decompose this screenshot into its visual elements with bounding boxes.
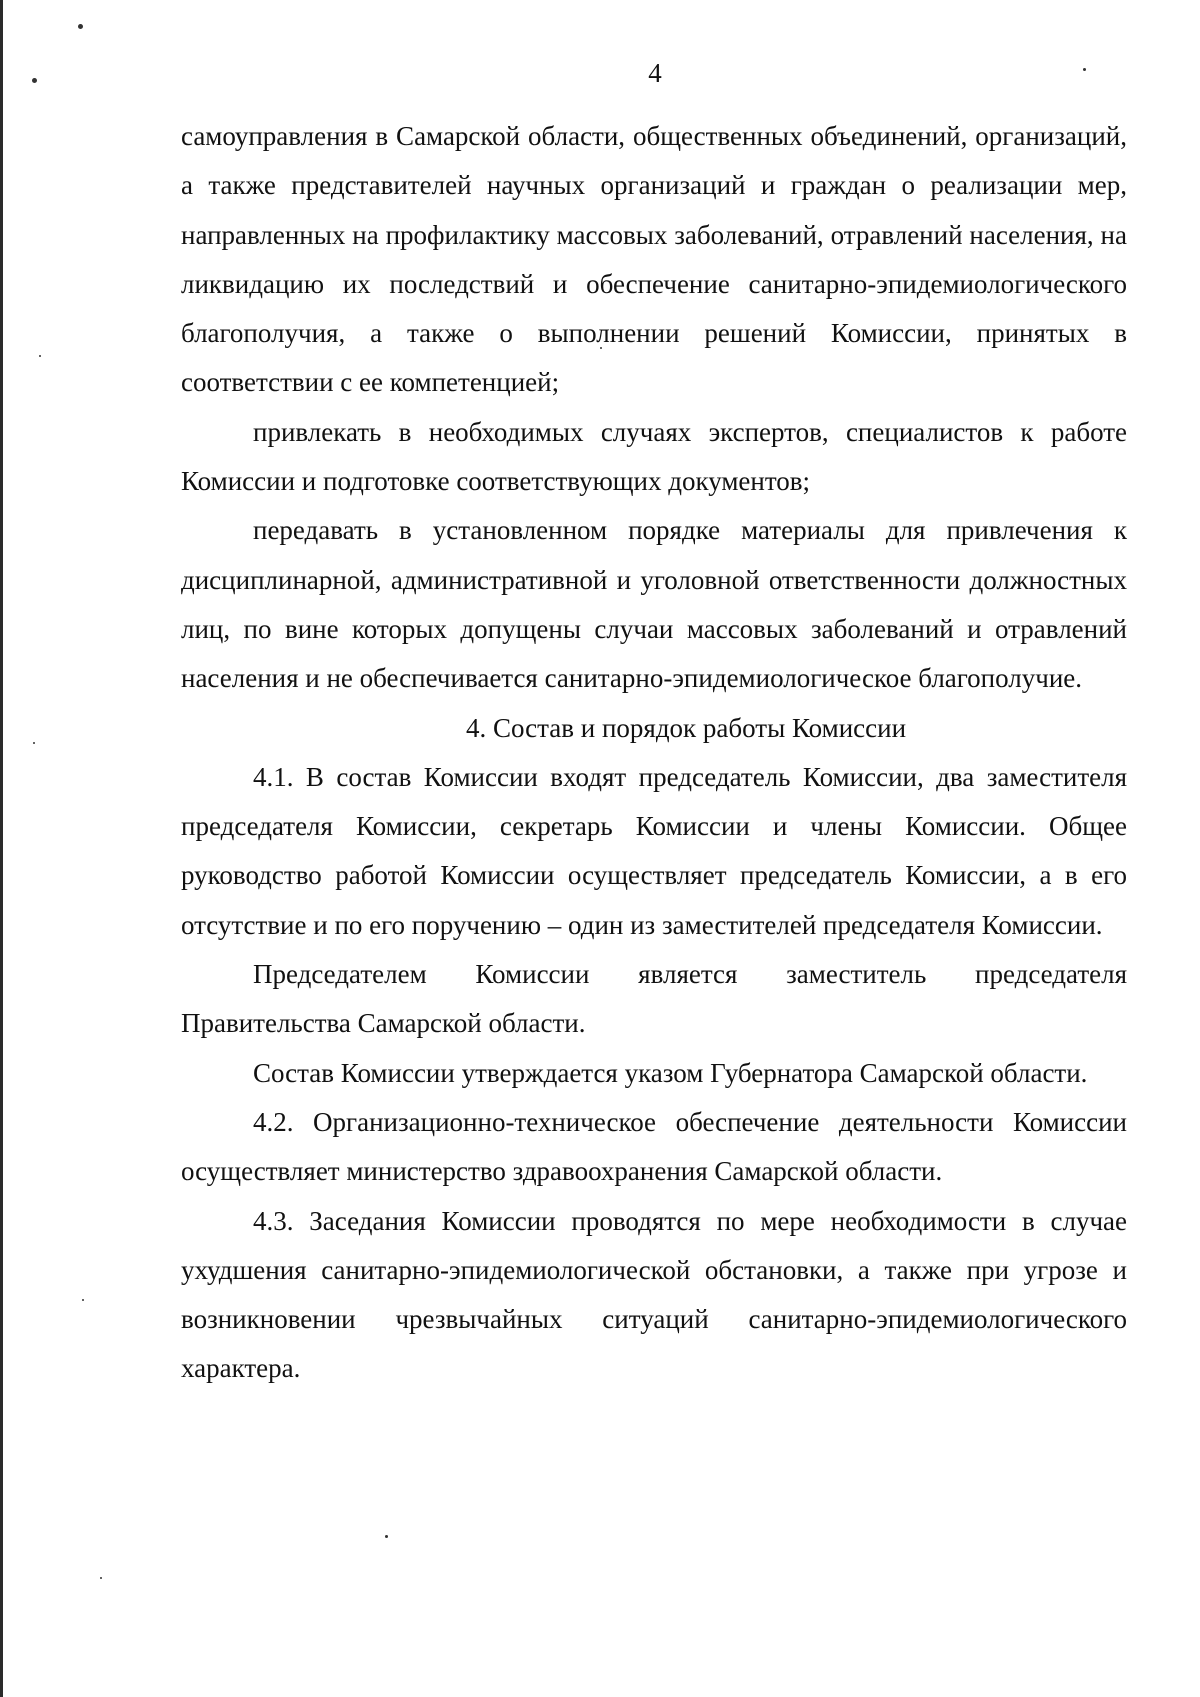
- scan-speck: [33, 742, 35, 744]
- section-heading: 4. Состав и порядок работы Комиссии: [465, 712, 907, 743]
- page-number: 4: [648, 58, 662, 88]
- body-paragraph: 4.3. Заседания Комиссии проводятся по мере необходимости в случае ухудшения санитарно-эпидемиологической обстановки, а также при угрозе и возникновении чрезвычайных ситуаций санитарно-эпидемиологического характера.: [181, 1205, 1127, 1384]
- scan-edge-line: [0, 0, 3, 1697]
- body-paragraph: привлекать в необходимых случаях экспертов, специалистов к работе Комиссии и подготовке соответствующих документов;: [181, 416, 1127, 497]
- body-paragraph: 4.1. В состав Комиссии входят председатель Комиссии, два заместителя председателя Комиссии, секретарь Комиссии и члены Комиссии. Общее руководство работой Комиссии осуществляет председатель Комиссии, а в его отсутствие и по его поручению – один из заместителей председателя Комиссии.: [181, 761, 1127, 940]
- body-paragraph: передавать в установленном порядке материалы для привлечения к дисциплинарной, административной и уголовной ответственности должностных лиц, по вине которых допущены случаи массовых заболеваний и отравлений населения и не обеспечивается санитарно-эпидемиологическое благополучие.: [181, 515, 1127, 694]
- scan-speck: [82, 1299, 84, 1301]
- body-paragraph: Председателем Комиссии является заместитель председателя Правительства Самарской области.: [181, 959, 1127, 1039]
- scan-speck: [78, 24, 83, 29]
- body-paragraph: 4.2. Организационно-техническое обеспечение деятельности Комиссии осуществляет министерство здравоохранения Самарской области.: [181, 1106, 1127, 1187]
- scan-speck: [385, 1535, 388, 1538]
- scan-speck: [100, 1577, 102, 1579]
- body-paragraph: Состав Комиссии утверждается указом Губернатора Самарской области.: [253, 1057, 1088, 1088]
- body-paragraph: самоуправления в Самарской области, общественных объединений, организаций, а также представителей научных организаций и граждан о реализации мер, направленных на профилактику массовых заболеваний, отравлений населения, на ликвидацию их последствий и обеспечение санитарно-эпидемиологического благополучия, а также о выполнении решений Комиссии, принятых в соответствии с ее компетенцией;: [181, 121, 1127, 398]
- scan-speck: [39, 355, 41, 357]
- document-body: [181, 112, 1127, 1394]
